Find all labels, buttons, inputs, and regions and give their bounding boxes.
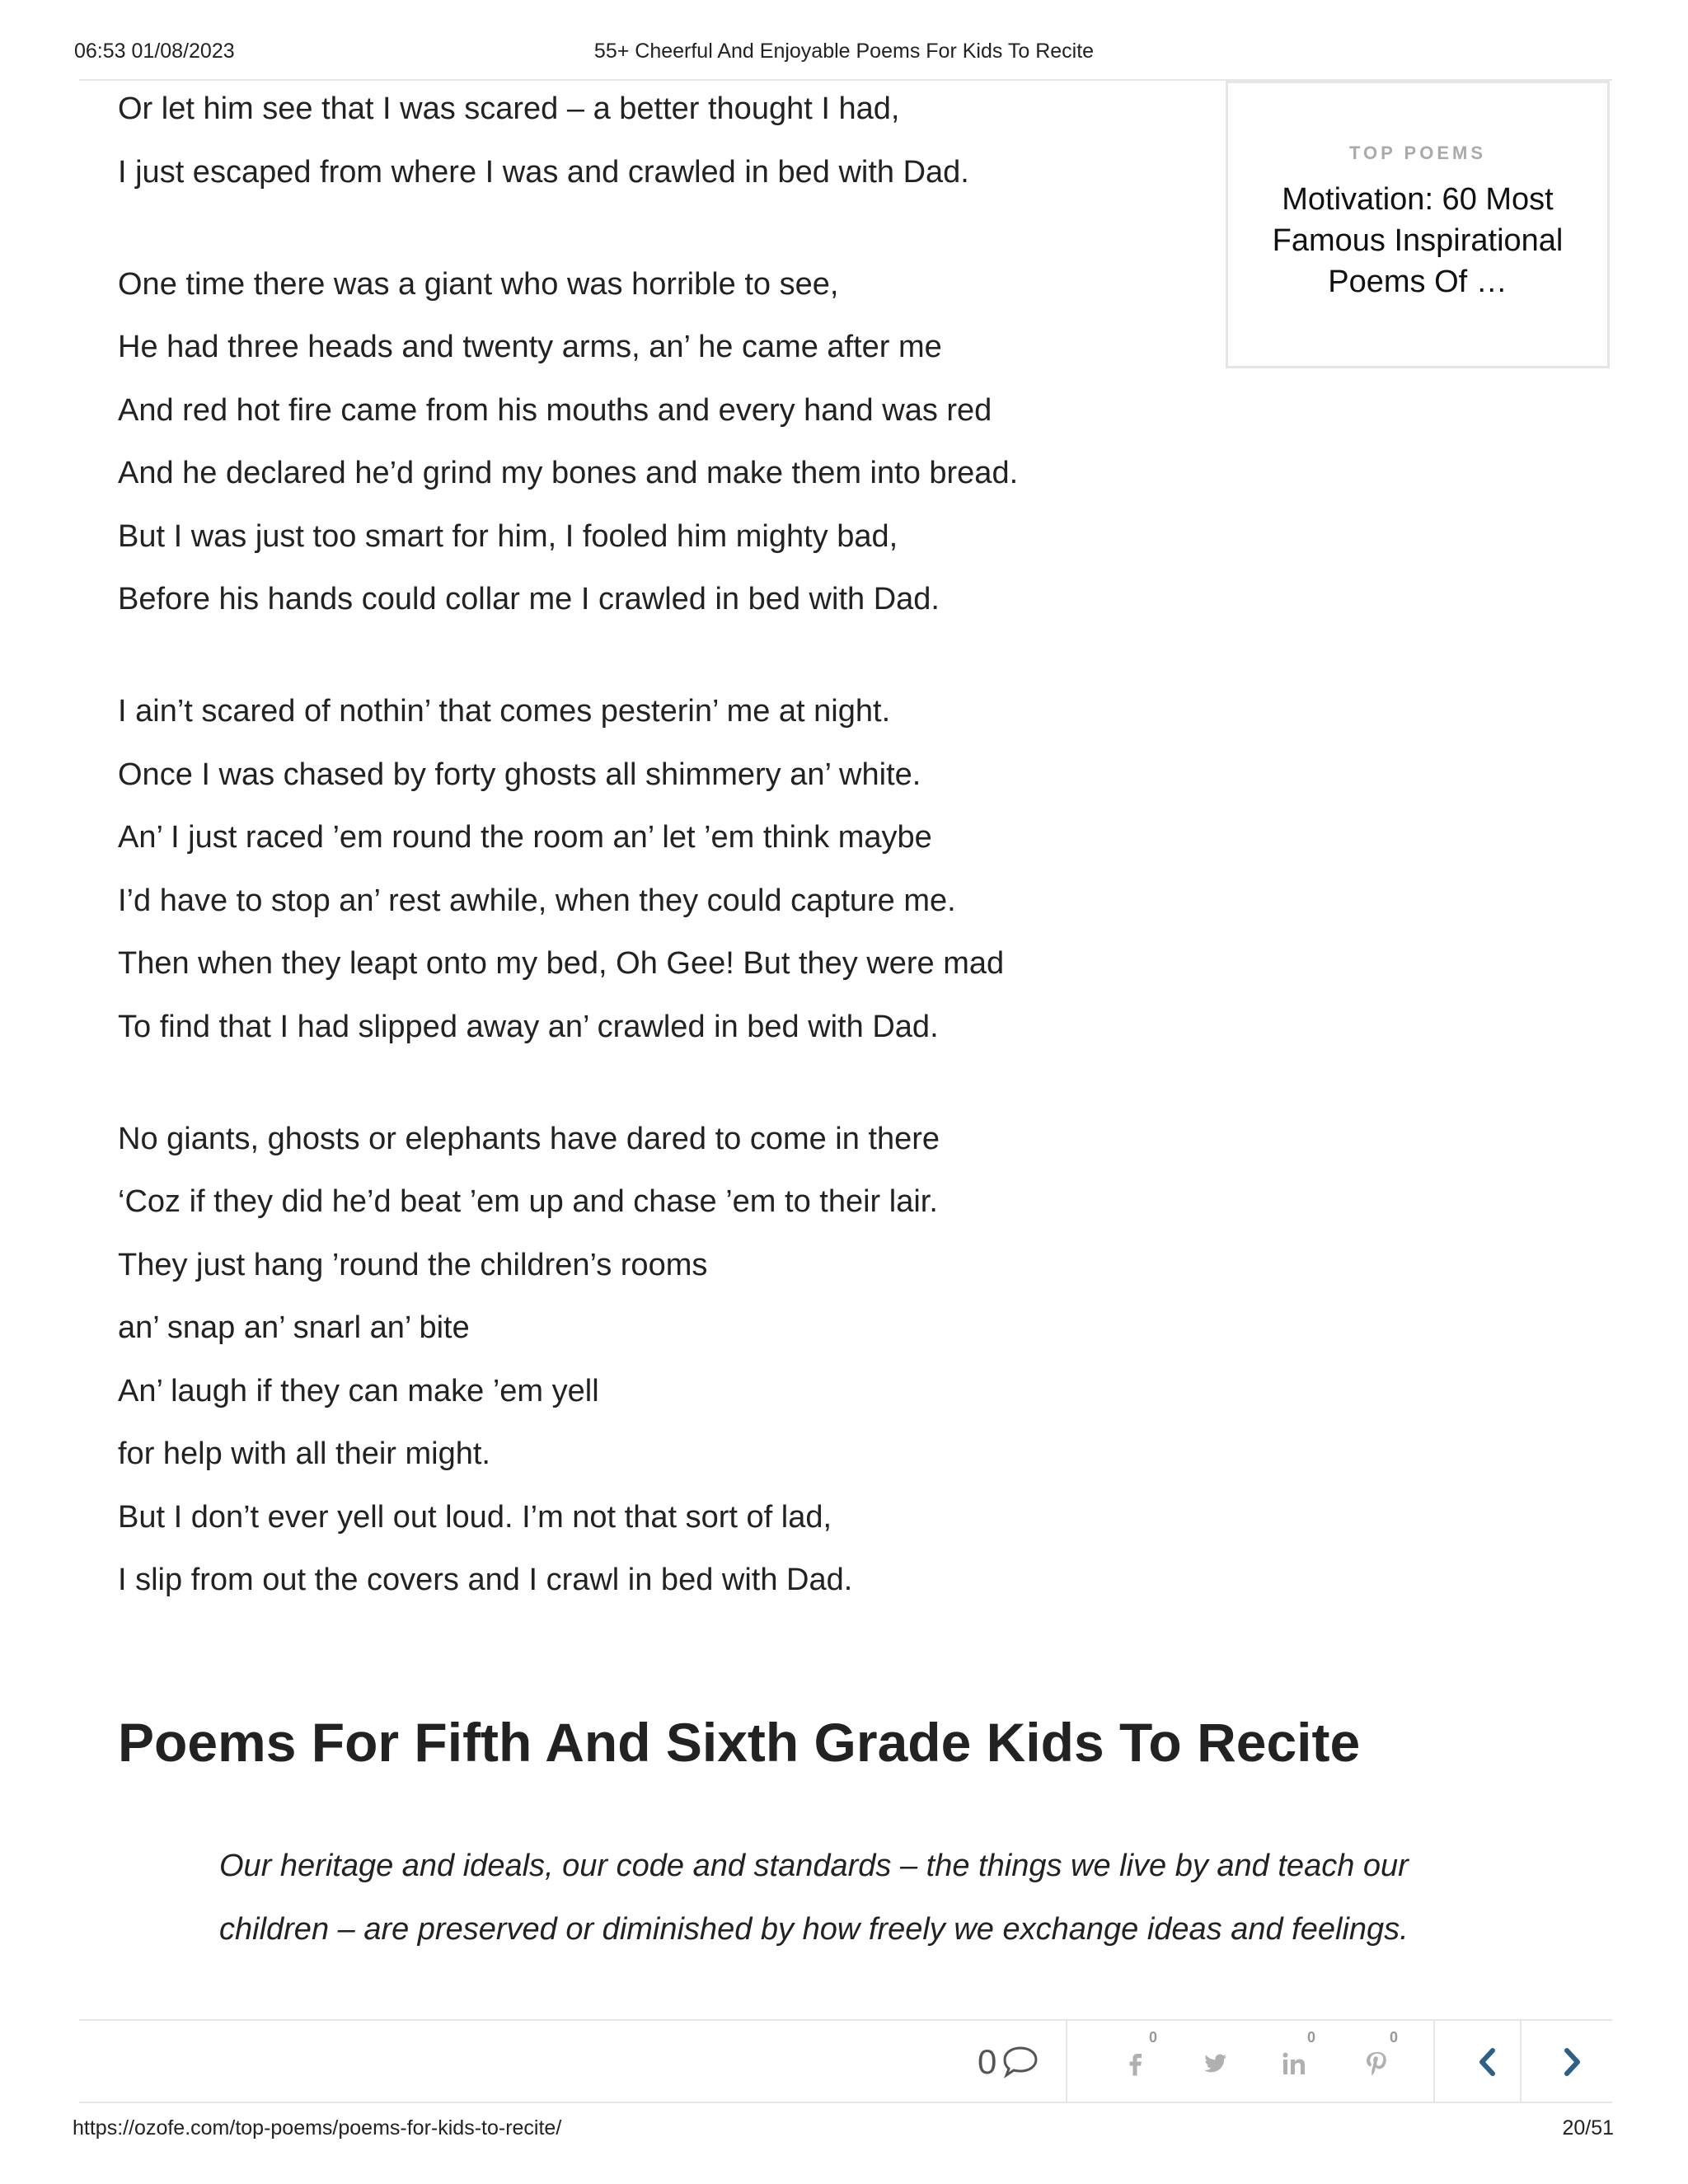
poem-line: Once I was chased by forty ghosts all shimmery an’ white. (118, 757, 921, 792)
print-header-title: 55+ Cheerful And Enjoyable Poems For Kids To Recite (593, 40, 1095, 63)
share-bar (79, 2021, 1612, 2103)
twitter-share-button[interactable] (1197, 2046, 1233, 2082)
facebook-share-button[interactable] (1118, 2029, 1157, 2082)
comment-count: 0 (978, 2042, 997, 2081)
poem-line: I’d have to stop an’ rest awhile, when they could capture me. (118, 883, 956, 918)
next-page-button[interactable] (1548, 2039, 1594, 2085)
poem-line: To find that I had slipped away an’ crawled in bed with Dad. (118, 1009, 939, 1044)
poem-line: No giants, ghosts or elephants have dared to come in there (118, 1121, 940, 1156)
facebook-icon (1118, 2046, 1154, 2082)
previous-page-button[interactable] (1465, 2039, 1512, 2085)
chevron-left-icon (1465, 2039, 1512, 2085)
poem-line: for help with all their might. (118, 1436, 490, 1471)
print-footer-url: https://ozofe.com/top-poems/poems-for-kids-to-recite/ (73, 2116, 562, 2139)
linkedin-count: 0 (1306, 2029, 1315, 2046)
poem-stanza (118, 86, 1189, 205)
poem-line: ‘Coz if they did he’d beat ’em up and chase ’em to their lair. (118, 1184, 938, 1219)
linkedin-share-button[interactable] (1276, 2029, 1315, 2082)
poem-stanza (118, 261, 1189, 633)
top-poems-widget (1226, 81, 1610, 368)
poem-line: And he declared he’d grind my bones and make them into bread. (118, 456, 1019, 490)
poem-line: I ain’t scared of nothin’ that comes pesterin’ me at night. (118, 694, 891, 729)
nav-divider (1520, 2021, 1522, 2103)
poem-line: I just escaped from where I was and crawled in bed with Dad. (118, 154, 969, 190)
poem-line: He had three heads and twenty arms, an’ he came after me (118, 330, 942, 364)
poem-line: Then when they leapt onto my bed, Oh Gee! But they were mad (118, 946, 1005, 981)
share-divider-left (1066, 2021, 1067, 2103)
print-footer (73, 2116, 1614, 2146)
poem-line: And red hot fire came from his mouths and every hand was red (118, 392, 992, 428)
pinterest-icon (1358, 2046, 1395, 2082)
poem-line: Or let him see that I was scared – a better thought I had, (118, 91, 900, 126)
top-poems-label: TOP POEMS (1348, 143, 1486, 163)
print-footer-page-number: 20/51 (1562, 2116, 1614, 2139)
top-poem-link[interactable]: Motivation: 60 Most Famous Inspirational Poems Of … (1272, 182, 1564, 299)
poem-line: An’ laugh if they can make ’em yell (118, 1373, 599, 1408)
section-heading: Poems For Fifth And Sixth Grade Kids To Recite (118, 1712, 1361, 1773)
poem-line: An’ I just raced ’em round the room an’ let ’em think maybe (118, 820, 932, 855)
poem-line: One time there was a giant who was horrible to see, (118, 266, 839, 302)
poem-line: I slip from out the covers and I crawl in bed with Dad. (118, 1563, 853, 1597)
poem-line: Before his hands could collar me I crawled in bed with Dad. (118, 582, 940, 616)
section-quote: Our heritage and ideals, our code and standards – the things we live by and teach our children – are preserved or diminished by how freely we exchange ideas and feelings. (219, 1849, 1409, 1947)
comment-icon (1001, 2045, 1039, 2079)
print-header (74, 40, 1614, 73)
linkedin-icon (1276, 2046, 1312, 2082)
share-divider-right (1433, 2021, 1435, 2103)
twitter-icon (1197, 2046, 1233, 2082)
poem-line: They just hang ’round the children’s rooms (118, 1247, 708, 1282)
share-bar-bottom-divider (79, 2102, 1612, 2103)
print-header-datetime: 06:53 01/08/2023 (74, 40, 235, 63)
poem-stanza (118, 1116, 1189, 1614)
poem-body (118, 86, 1189, 1669)
comments-button[interactable] (978, 2042, 1039, 2082)
pinterest-share-button[interactable] (1358, 2029, 1398, 2082)
pinterest-count: 0 (1389, 2029, 1398, 2046)
poem-line: But I was just too smart for him, I fooled him mighty bad, (118, 518, 898, 554)
poem-stanza (118, 688, 1189, 1060)
chevron-right-icon (1548, 2039, 1594, 2085)
poem-line: an’ snap an’ snarl an’ bite (118, 1310, 470, 1345)
poem-line: But I don’t ever yell out loud. I’m not that sort of lad, (118, 1499, 832, 1535)
facebook-count: 0 (1148, 2029, 1157, 2046)
